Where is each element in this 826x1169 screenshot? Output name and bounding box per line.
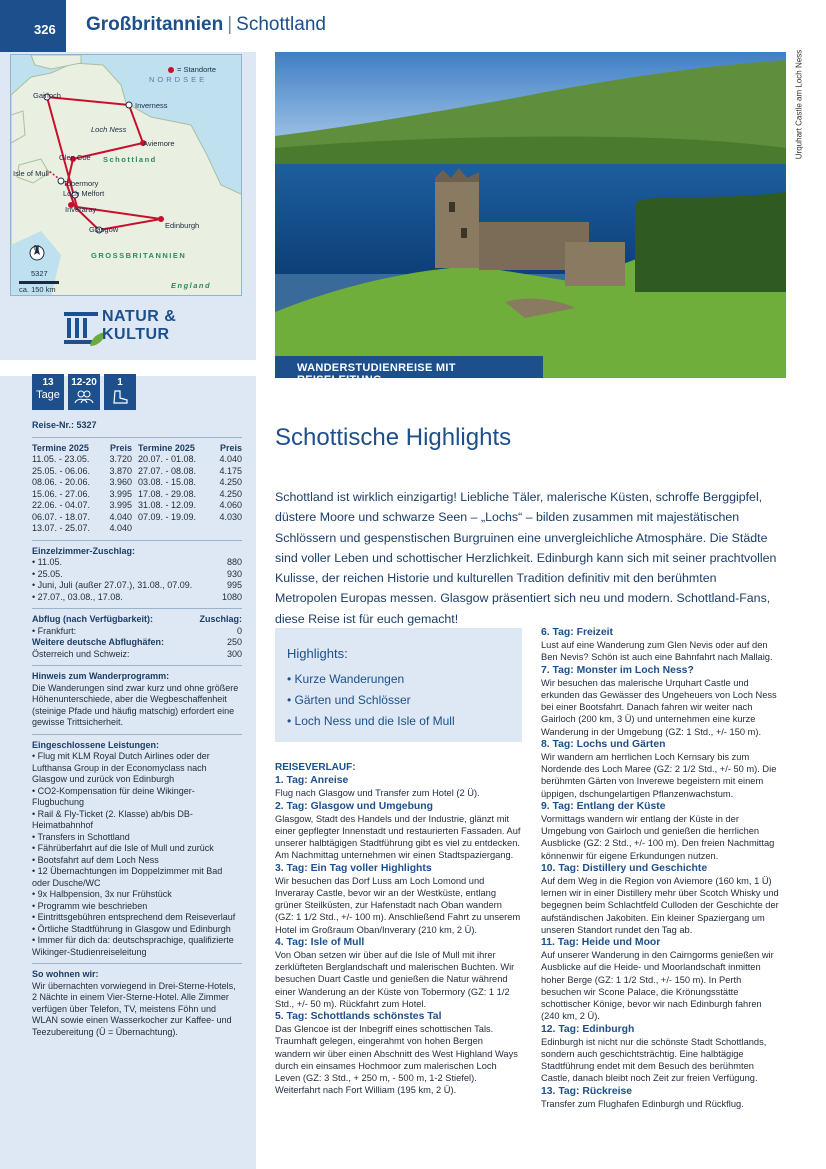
- day-text: Das Glencoe ist der Inbegriff eines schottischen Tals. Traumhaft gelegen, eingerahmt von hohen Bergen wandern wir über einen Abschnitt des West Highland Ways durch ein einsames Hochmoor zum malerischen Loch Leven (GZ: 3 Std., + 250 m, - 500 m, 1-2 Stiefel). Weiterfahrt nach Fort William (195 km, 2 Ü).: [275, 1024, 518, 1096]
- leistung-item: • 9x Halbpension, 3x nur Frühstück: [32, 889, 242, 901]
- highlight-item: • Loch Ness und die Isle of Mull: [287, 711, 522, 732]
- map-region-label: Schottland: [103, 155, 157, 164]
- divider: [32, 963, 242, 964]
- divider: [32, 540, 242, 541]
- price-cell: 3.995: [109, 500, 132, 510]
- day-text: Edinburgh ist nicht nur die schönste Stadt Schottlands, sondern auch geschichtsträchtig. Eine halbtägige Stadtführung endet mit dem Besuch des berühmten Castle, danach bleibt noch Zeit zur freien Verfügung.: [541, 1036, 767, 1084]
- map-place: Loch Ness: [91, 125, 127, 134]
- wohnen-text: Wir übernachten vorwiegend in Drei-Sterne-Hotels, 2 Nächte in einem Vier-Sterne-Hotel. Alle Zimmer verfügen über Telefon, TV, meistens Föhn und WLAN sowie einen Wasserkocher zur Kaffee- und Teezubereitung (Ü = Übernachtung).: [32, 980, 236, 1037]
- map-dot: [126, 102, 132, 108]
- leistung-item: • Örtliche Stadtführung in Glasgow und Edinburgh: [32, 924, 242, 936]
- ez-row: [32, 569, 242, 581]
- day-text: Wir besuchen das Dorf Luss am Loch Lomond und Inveraray Castle, bevor wir an der Westküste, entlang grüner Steilküsten, zur Hafenstadt nach Oban wandern (GZ: 1 1/2 Std., +/- 100 m). Anschließend Fahrt zu unserem Hotel im Großraum Oban/Inverary (210 km, 2 Ü).: [275, 875, 521, 935]
- abflug-label: • Frankfurt:: [32, 626, 76, 638]
- days-label: Tage: [36, 389, 60, 401]
- day-title: 6. Tag: Freizeit: [541, 627, 613, 638]
- price-cell: 4.250: [219, 488, 242, 499]
- map-dot: [168, 67, 174, 73]
- boot-icon: [111, 390, 129, 404]
- itinerary-right: [541, 626, 781, 1111]
- col-termine: Termine 2025: [32, 442, 89, 453]
- divider: [32, 665, 242, 666]
- day-title: 8. Tag: Lochs und Gärten: [541, 738, 666, 750]
- ez-row: [32, 557, 242, 569]
- date-cell: 06.07. - 18.07.: [32, 511, 91, 522]
- group-size-value: 12-20: [71, 377, 97, 388]
- day-title: 2. Tag: Glasgow und Umgebung: [275, 800, 433, 812]
- map-place: Glasgow: [89, 225, 119, 234]
- day-title: 1. Tag: Anreise: [275, 775, 349, 787]
- date-cell: 13.07. - 25.07.: [32, 523, 91, 533]
- day-title: 9. Tag: Entlang der Küste: [541, 800, 666, 812]
- price-cell: 4.040: [219, 454, 242, 464]
- day-title: 12. Tag: Edinburgh: [541, 1023, 635, 1035]
- price-cell: 4.175: [219, 465, 242, 476]
- highlights-box: [275, 628, 522, 742]
- map-scale-label: ca. 150 km: [19, 285, 56, 294]
- ez-row: [32, 580, 242, 592]
- map-place: Inverness: [135, 101, 168, 110]
- day-text: Auf dem Weg in die Region von Aviemore (160 km, 1 Ü) lernen wir in einer Distillery mehr über Scotch Whisky und begegnen beim Schlachtfeld Culloden der Geschichte der aufständischen Jakobiten. Ein kleiner Spaziergang um unseren Standort rundet den Tag ab.: [541, 876, 779, 935]
- abflug-row: [32, 626, 242, 638]
- ez-label: • Juni, Juli (außer 27.07.), 31.08., 07.09.: [32, 580, 192, 592]
- abflug-row: [32, 649, 242, 661]
- group-size-badge: [68, 374, 100, 410]
- zuschlag-title: Zuschlag:: [199, 614, 242, 624]
- dates-table: [32, 443, 242, 535]
- date-cell: 03.08. - 15.08.: [138, 477, 197, 487]
- divider: [32, 608, 242, 609]
- day-title: 5. Tag: Schottlands schönstes Tal: [275, 1011, 442, 1023]
- divider: [32, 734, 242, 735]
- date-cell: 17.08. - 29.08.: [138, 488, 197, 499]
- price-cell: 4.040: [109, 511, 132, 522]
- day-title: 4. Tag: Isle of Mull: [275, 936, 365, 948]
- abflug-label: Österreich und Schweiz:: [32, 648, 130, 659]
- ez-value: 995: [226, 580, 242, 590]
- col-preis: Preis: [219, 442, 242, 453]
- date-cell: 11.05. - 23.05.: [32, 454, 90, 464]
- days-value: 13: [42, 377, 54, 388]
- ez-value: 1080: [221, 591, 242, 602]
- ez-title: Einzelzimmer-Zuschlag:: [32, 545, 136, 556]
- date-cell: 22.06. - 04.07.: [32, 500, 91, 510]
- date-cell: 20.07. - 01.08.: [138, 454, 197, 464]
- leistung-item: • Programm wie beschrieben: [32, 901, 242, 913]
- hinweis-text: Die Wanderungen sind zwar kurz und ohne größere Höhenunterschiede, aber die Wegbeschaffenheit (steinige Pfade und häufig matschig) erfordert eine gewisse Trittsicherheit.: [32, 682, 239, 727]
- day-text: Wir wandern am herrlichen Loch Kernsary bis zum Nordende des Loch Maree (GZ: 2 1/2 Std., +/- 50 m). Die berühmten Gärten von Inverewe begeistern mit einem üppigen, dschungelartigen Pflanzenwachstum.: [541, 752, 777, 799]
- price-cell: 4.060: [219, 500, 242, 510]
- leistung-item: • Bootsfahrt auf dem Loch Ness: [32, 855, 242, 867]
- intro-text: Schottland ist wirklich einzigartig! Liebliche Täler, malerische Küsten, schroffe Berggipfel, düstere Moore und schwarze Seen – „Lochs“ – bilden zusammen mit majestätischen Schlössern und gespenstischen Burgruinen eine unvergleichliche Atmosphäre. Die Städte sind voller Leben und schottischer Herzlichkeit. Edinburgh kann sich mit seiner prachtvollen Kulisse, der reichen Historie und kulturellen Tradition definitiv mit den berühmten Metropolen Europas messen. Glasgow präsentiert sich neu und modern. Schottland-Fans, diese Reise ist für euch gemacht!: [275, 490, 777, 626]
- price-cell: 3.720: [109, 454, 132, 464]
- price-cell: 3.870: [109, 465, 132, 476]
- day-title: 10. Tag: Distillery und Geschichte: [541, 862, 708, 874]
- map-place: Gairloch: [33, 91, 61, 100]
- day-text: Lust auf eine Wanderung zum Glen Nevis oder auf den Ben Nevis? Schön ist auch eine Bahnfahrt nach Mallaig.: [541, 640, 773, 663]
- highlight-item: • Kurze Wanderungen: [287, 669, 522, 690]
- highlight-item: • Gärten und Schlösser: [287, 690, 522, 711]
- difficulty-badge: [104, 374, 136, 410]
- category-label: [102, 308, 176, 344]
- header-country: Großbritannien: [86, 14, 224, 35]
- group-icon: [74, 390, 94, 404]
- page-title: Schottische Highlights: [275, 424, 512, 451]
- abflug-value: 250: [226, 637, 242, 647]
- day-text: Transfer zum Flughafen Edinburgh und Rückflug.: [541, 1098, 744, 1109]
- page-number: 326: [0, 0, 66, 52]
- category-line2: KULTUR: [102, 326, 170, 343]
- header-separator: |: [227, 14, 233, 35]
- leistung-item: • Flug mit KLM Royal Dutch Airlines oder der Lufthansa Group in der Economyclass nach Glasgow und zurück von Edinburgh: [32, 751, 242, 786]
- ez-label: • 25.05.: [32, 569, 63, 581]
- date-cell: 07.09. - 19.09.: [138, 511, 197, 522]
- highlights-title: Highlights:: [287, 646, 348, 661]
- map-place: Tobermory: [63, 179, 99, 188]
- leistung-item: • Eintrittsgebühren entsprechend dem Reiseverlauf: [32, 912, 242, 924]
- map-dot: [158, 216, 164, 222]
- map-place: Edinburgh: [165, 221, 200, 230]
- map-sea-label: NORDSEE: [149, 75, 208, 84]
- day-text: Von Oban setzen wir über auf die Isle of Mull mit ihrer zerklüfteten Berglandschaft und malerischen Buchten. Wir besuchen Duart Castle und genießen die Natur während einer Wanderung an der Küste von Tobermory (GZ: 1 1/2 Std., +/- 50 m). Rückfahrt zum Hotel.: [275, 950, 515, 1009]
- leistung-item: • CO2-Kompensation für deine Wikinger-Flugbuchung: [32, 786, 242, 809]
- col-preis: Preis: [109, 442, 132, 453]
- leistung-item: • Rail & Fly-Ticket (2. Klasse) ab/bis DB-Heimatbahnhof: [32, 809, 242, 832]
- abflug-header: [32, 614, 242, 626]
- booking-info: [32, 420, 242, 1038]
- map-england-label: England: [171, 281, 212, 290]
- divider: [32, 437, 242, 438]
- date-cell: 08.06. - 20.06.: [32, 477, 91, 487]
- ez-label: • 11.05.: [32, 557, 62, 569]
- date-cell: 31.08. - 12.09.: [138, 500, 197, 510]
- abflug-label: Weitere deutsche Abflughäfen:: [32, 637, 165, 647]
- map-place: Glen Coe: [59, 153, 91, 162]
- photo-castle-ruin: [565, 242, 625, 286]
- photo-caption: [787, 49, 813, 172]
- castle-photo: [275, 52, 786, 378]
- photo-trees: [635, 192, 786, 292]
- day-text: Vormittags wandern wir entlang der Küste in der Umgebung von Gairloch und genießen die herrlichen Ausblicke (GZ: 2 Std., +/- 100 m). Den freien Nachmittag könnenwir für eigene Erkundungen nutzen.: [541, 814, 775, 861]
- route-map: [10, 54, 242, 296]
- ez-value: 930: [226, 568, 242, 579]
- price-cell: 4.030: [219, 511, 242, 522]
- price-cell: 4.250: [219, 477, 242, 487]
- day-text: Glasgow, Stadt des Handels und der Industrie, glänzt mit einer gepflegter Innenstadt und restaurierten Fassaden. Auf unserer halbtägigen Stadtführung gibt es viel zu entdecken. Am Nachmittag unternehmen wir einen Stadtspaziergang.: [275, 813, 521, 861]
- category-line1: NATUR &: [102, 308, 177, 325]
- leistung-item: • Immer für dich da: deutschsprachige, qualifizierte Wikinger-Studienreiseleitung: [32, 935, 242, 958]
- difficulty-value: 1: [117, 377, 123, 388]
- date-cell: 25.05. - 06.06.: [32, 465, 91, 476]
- castle-photo-graphic: [275, 52, 786, 378]
- tour-type-banner: WANDERSTUDIENREISE MIT REISELEITUNG: [275, 356, 543, 378]
- abflug-row: [32, 637, 242, 649]
- page-header: [86, 14, 326, 36]
- map-north-letter: N: [34, 245, 40, 252]
- leistung-item: • Transfers in Schottland: [32, 832, 242, 844]
- day-title: 13. Tag: Rückreise: [541, 1085, 633, 1097]
- date-cell: 15.06. - 27.06.: [32, 488, 91, 499]
- day-title: 3. Tag: Ein Tag voller Highlights: [275, 862, 432, 874]
- price-cell: 3.995: [109, 488, 132, 499]
- day-text: Auf unserer Wanderung in den Cairngorms genießen wir Ausblicke auf die Heide- und Moorlandschaft inmitten hoher Berge (GZ: 1 1/2 Std., +/- 150 m). In Perth besuchen wir Scone Palace, die Krönungsstätte schottischer Könige, bevor wir nach Edinburgh fahren (240 km, 2 Ü).: [541, 950, 774, 1022]
- map-place: Inveraray: [65, 205, 97, 214]
- ez-label: • 27.07., 03.08., 17.08.: [32, 592, 123, 604]
- hinweis-title: Hinweis zum Wanderprogramm:: [32, 671, 170, 681]
- itinerary-left: [275, 762, 521, 1097]
- ez-row: [32, 592, 242, 604]
- col-termine: Termine 2025: [138, 442, 195, 453]
- wohnen-title: So wohnen wir:: [32, 969, 99, 979]
- photo-caption-text: Urquhart Castle am Loch Ness: [794, 49, 804, 160]
- reise-nr: Reise-Nr.: 5327: [32, 420, 97, 430]
- price-cell: 3.960: [109, 477, 132, 487]
- leistungen-title: Eingeschlossene Leistungen:: [32, 739, 160, 750]
- header-region: Schottland: [236, 14, 326, 35]
- trip-badges: [32, 374, 136, 410]
- map-legend: = Standorte: [177, 65, 216, 74]
- abflug-title: Abflug (nach Verfügbarkeit):: [32, 614, 154, 624]
- abflug-value: 0: [236, 625, 242, 636]
- date-cell: 27.07. - 08.08.: [138, 465, 197, 476]
- day-text: Flug nach Glasgow und Transfer zum Hotel (2 Ü).: [275, 788, 480, 799]
- leistung-item: • Fährüberfahrt auf die Isle of Mull und zurück: [32, 843, 242, 855]
- ez-value: 880: [226, 557, 242, 567]
- map-place: Loch Melfort: [63, 189, 105, 198]
- day-title: 11. Tag: Heide und Moor: [541, 937, 661, 949]
- abflug-value: 300: [226, 648, 242, 659]
- day-title: 7. Tag: Monster im Loch Ness?: [541, 664, 694, 676]
- photo-castle-tower: [435, 178, 479, 268]
- price-cell: 4.040: [109, 523, 132, 533]
- map-place: Aviemore: [143, 139, 175, 148]
- map-country-label: GROSSBRITANNIEN: [91, 251, 187, 260]
- reiseverlauf-title: REISEVERLAUF:: [275, 762, 356, 773]
- days-badge: [32, 374, 64, 410]
- leistung-item: • 12 Übernachtungen im Doppelzimmer mit Bad oder Dusche/WC: [32, 866, 242, 889]
- map-tour-number: 5327: [31, 269, 48, 278]
- map-place: Isle of Mull: [13, 169, 49, 178]
- day-text: Wir besuchen das malerische Urquhart Castle und erkunden das Gewässer des Ungeheuers von Loch Ness bei einer Bootsfahrt. Danach fahren wir weiter nach Gairloch (200 km, 3 Ü) und unternehmen eine kurze Wanderung in der Umgebung (GZ: 1 Std., +/- 150 m).: [541, 677, 777, 737]
- scale-bar: [19, 281, 59, 284]
